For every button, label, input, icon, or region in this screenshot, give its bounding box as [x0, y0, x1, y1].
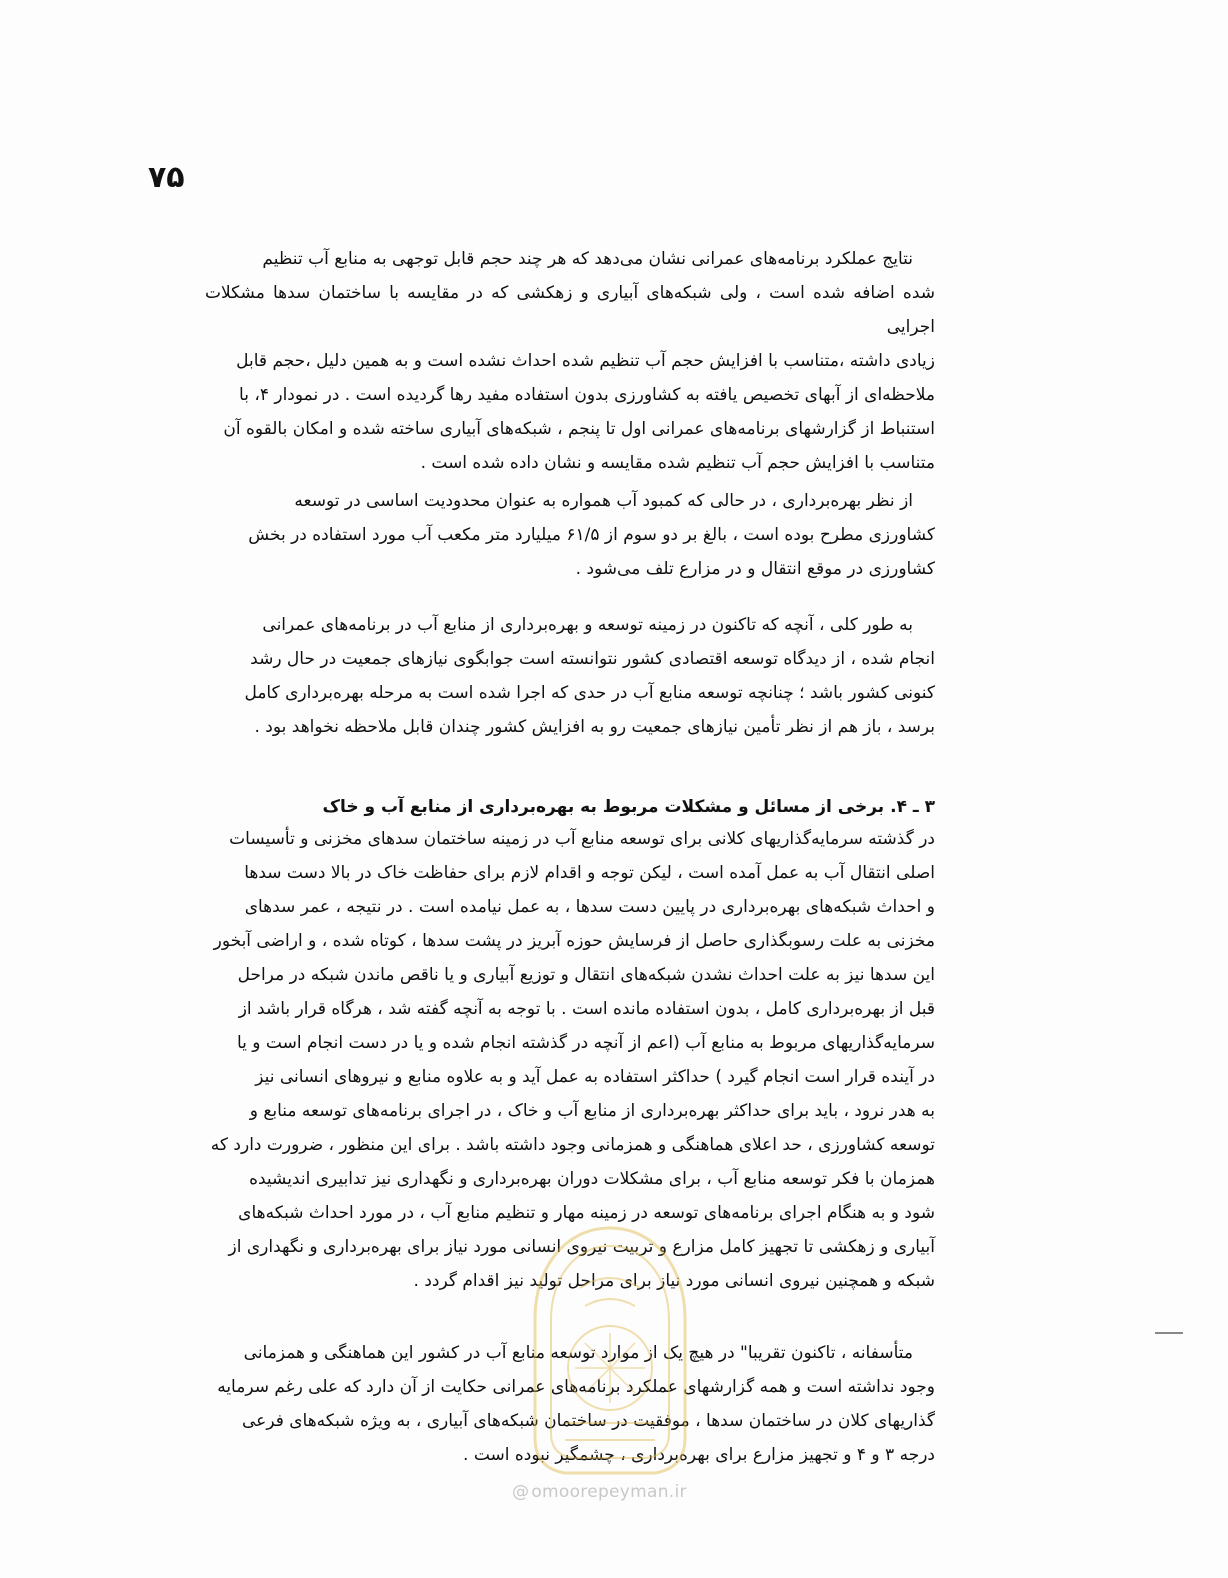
paragraph-line: استنباط از گزارشهای برنامه‌های عمرانی اول تا پنجم ، شبکه‌های آبیاری ساخته شده و امکان بالقوه آن [223, 419, 935, 439]
paragraph-line: شود و به هنگام اجرای برنامه‌های توسعه در زمینه مهار و تنظیم منابع آب ، در مورد احداث شبکه‌های [238, 1203, 935, 1223]
paragraph-line: ملاحظه‌ای از آبهای تخصیص یافته به کشاورزی بدون استفاده مفید رها گردیده است . در نمودار ۴، با [239, 385, 935, 405]
paragraph-line: انجام شده ، از دیدگاه توسعه اقتصادی کشور نتوانسته است جوابگوی نیازهای جمعیت در حال رشد [250, 649, 935, 669]
paragraph-line: نتایج عملکرد برنامه‌های عمرانی نشان می‌دهد که هر چند حجم قابل توجهی به منابع آب تنظیم [262, 249, 913, 269]
page-number: ۷۵ [148, 160, 185, 195]
margin-dash [1155, 1332, 1183, 1334]
paragraph [205, 484, 935, 586]
paragraph-line: کشاورزی در موقع انتقال و در مزارع تلف می‌شود . [575, 559, 935, 579]
paragraph-line: به هدر نرود ، باید برای حداکثر بهره‌برداری از منابع آب و خاک ، در اجرای برنامه‌های توسعه منابع و [249, 1101, 935, 1121]
paragraph-line: این سدها نیز به علت احداث نشدن شبکه‌های انتقال و توزیع آبیاری و یا ناقص ماندن شبکه در مراحل [237, 965, 935, 985]
paragraph [205, 242, 935, 480]
paragraph-line: متأسفانه ، تاکنون تقریبا" در هیچ یک از موارد توسعه منابع آب در کشور این هماهنگی و همزمانی [243, 1343, 913, 1363]
watermark [512, 1482, 687, 1502]
library-seal-icon [505, 1218, 715, 1488]
paragraph-line: زیادی داشته ،متناسب با افزایش حجم آب تنظیم شده احداث نشده است و به همین دلیل ،حجم قابل [236, 351, 935, 371]
paragraph-line: متناسب با افزایش حجم آب تنظیم شده مقایسه و نشان داده شده است . [420, 453, 935, 473]
paragraph-line: و احداث شبکه‌های بهره‌برداری در پایین دست سدها ، به عمل نیامده است . در نتیجه ، عمر سدهای [244, 897, 935, 917]
paragraph-line: شبکه و همچنین نیروی انسانی مورد نیاز برای مراحل تولید نیز اقدام گردد . [413, 1271, 935, 1291]
paragraph-line: کشاورزی مطرح بوده است ، بالغ بر دو سوم از ۶۱/۵ میلیارد متر مکعب آب مورد استفاده در بخش [248, 525, 935, 545]
paragraph-line: توسعه کشاورزی ، حد اعلای هماهنگی و همزمانی وجود داشته باشد . برای این منظور ، ضرورت دارد که [210, 1135, 935, 1155]
paragraph-line: به طور کلی ، آنچه که تاکنون در زمینه توسعه و بهره‌برداری از منابع آب در برنامه‌های عمرانی [262, 615, 913, 635]
paragraph-line: درجه ۳ و ۴ و تجهیز مزارع برای بهره‌برداری ، چشمگیر نبوده است . [463, 1445, 935, 1465]
at-sign-icon: @ [512, 1482, 530, 1502]
paragraph-line: وجود نداشته است و همه گزارشهای عملکرد برنامه‌های عمرانی حکایت از آن دارد که علی رغم سرمایه‌ [217, 1377, 935, 1397]
paragraph-line: در گذشته سرمایه‌گذاریهای کلانی برای توسعه منابع آب در زمینه ساختمان سدهای مخزنی و تأسیسات [229, 829, 935, 849]
paragraph-line: در آینده قرار است انجام گیرد ) حداکثر استفاده به عمل آید و به علاوه منابع و نیروهای انسانی نیز [255, 1067, 935, 1087]
paragraph-line: گذاریهای کلان در ساختمان سدها ، موفقیت در ساختمان شبکه‌های آبیاری ، به ویژه شبکه‌های فرعی [242, 1411, 935, 1431]
paragraph-line: شده اضافه شده است ، ولی شبکه‌های آبیاری و زهکشی که در مقایسه با ساختمان سدها مشکلات اجرایی [205, 283, 935, 337]
paragraph [205, 608, 935, 744]
paragraph-line: از نظر بهره‌برداری ، در حالی که کمبود آب همواره به عنوان محدودیت اساسی در توسعه [294, 491, 913, 511]
paragraph-line: همزمان با فکر توسعه منابع آب ، برای مشکلات دوران بهره‌برداری و نگهداری نیز تدابیری اندیشیده [249, 1169, 935, 1189]
paragraph-line: سرمایه‌گذاریهای مربوط به منابع آب (اعم از آنچه در گذشته انجام شده و یا در دست انجام است و یا [236, 1033, 935, 1053]
section-heading: ۳ ـ ۴. برخی از مسائل و مشکلات مربوط به بهره‌برداری از منابع آب و خاک [322, 797, 935, 817]
paragraph-line: برسد ، باز هم از نظر تأمین نیازهای جمعیت رو به افزایش کشور چندان قابل ملاحظه نخواهد بود . [254, 717, 935, 737]
watermark-text: omoorepeyman.ir [531, 1482, 687, 1502]
paragraph-line: قبل از بهره‌برداری کامل ، بدون استفاده مانده است . با توجه به آنچه گفته شد ، هرگاه قرار باشد از [238, 999, 935, 1019]
paragraph-line: مخزنی به علت رسوبگذاری حاصل از فرسایش حوزه آبریز در پشت سدها ، کوتاه شده ، و اراضی آبخور [213, 931, 935, 951]
paragraph-line: کنونی کشور باشد ؛ چنانچه توسعه منابع آب در حدی که اجرا شده است به مرحله بهره‌برداری کامل [244, 683, 935, 703]
paragraph-line: آبیاری و زهکشی تا تجهیز کامل مزارع و تربیت نیروی انسانی مورد نیاز برای بهره‌برداری و نگهداری از [228, 1237, 935, 1257]
paragraph-line: اصلی انتقال آب به عمل آمده است ، لیکن توجه و اقدام لازم برای حفاظت خاک در بالا دست سدها [244, 863, 935, 883]
